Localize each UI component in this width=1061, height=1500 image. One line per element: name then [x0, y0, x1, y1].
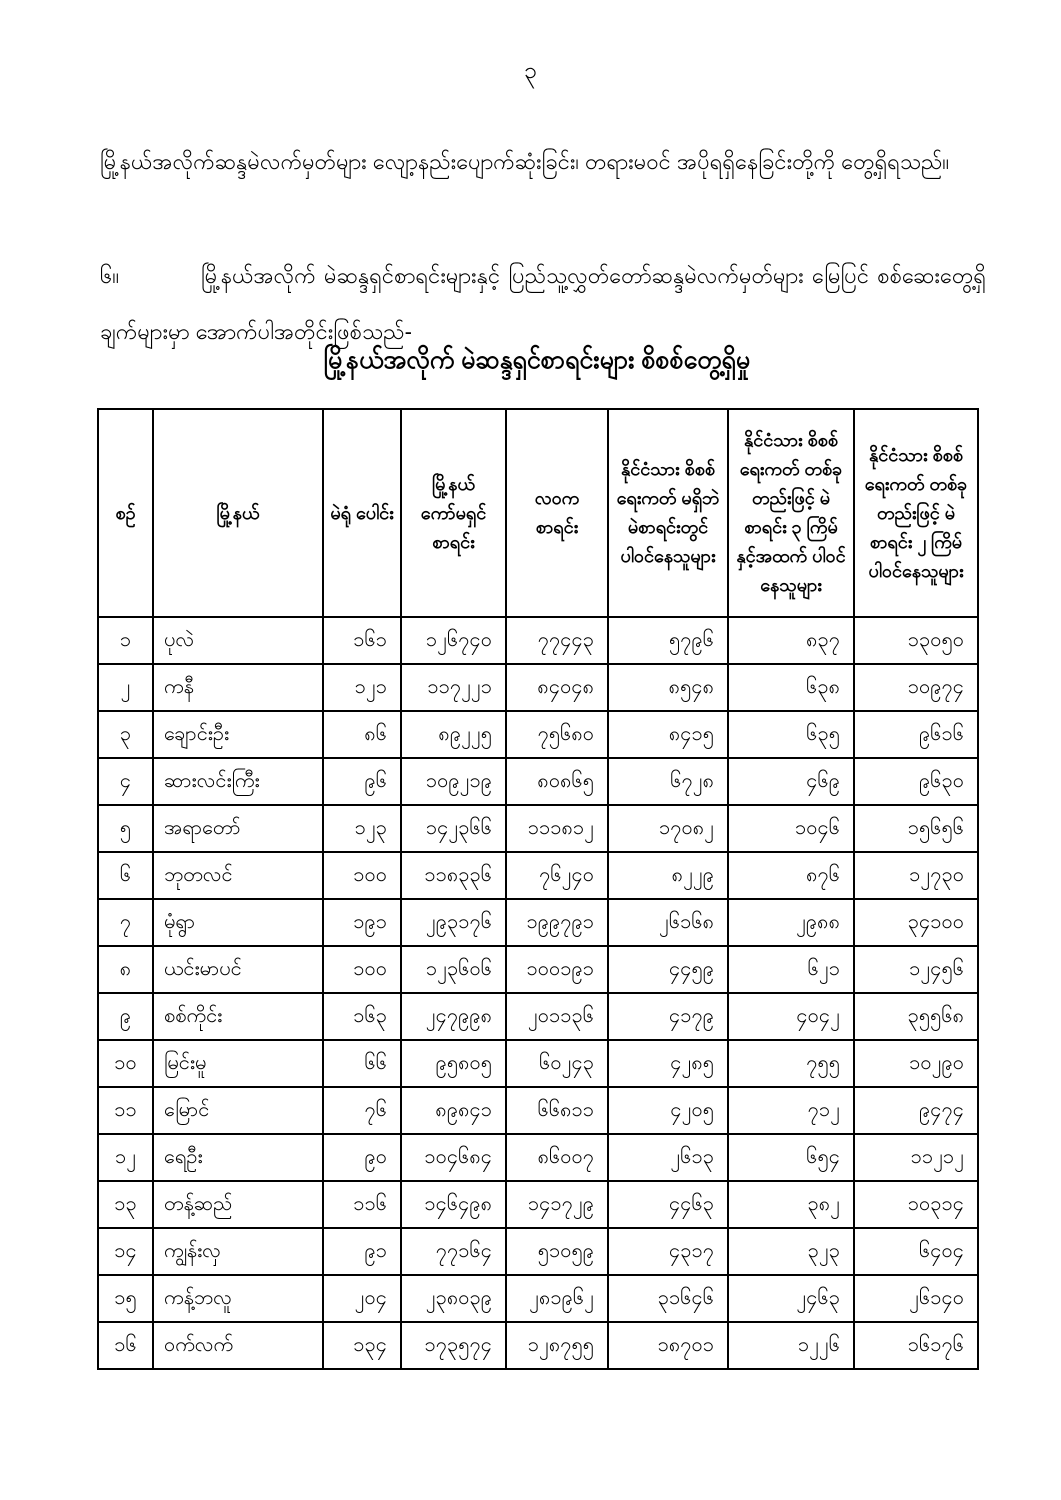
- cell-polling-stations-total: ၁၀၀: [323, 852, 401, 899]
- table-row: [98, 899, 978, 946]
- cell-immigration-list: ၆၆၈၁၁: [506, 1087, 608, 1134]
- cell-same-nrc-2-times: ၁၂၄၅၆: [854, 946, 978, 993]
- cell-same-nrc-2-times: ၃၅၅၆၈: [854, 993, 978, 1040]
- table-row: [98, 1134, 978, 1181]
- cell-serial: ၄: [98, 758, 153, 805]
- cell-township: ဘုတလင်: [153, 852, 323, 899]
- cell-serial: ၁၂: [98, 1134, 153, 1181]
- cell-immigration-list: ၁၀၀၁၉၁: [506, 946, 608, 993]
- cell-immigration-list: ၁၄၁၇၂၉: [506, 1181, 608, 1228]
- cell-same-nrc-3plus-times: ၆၃၅: [728, 711, 854, 758]
- cell-township-commission-list: ၁၁၈၃၃၆: [401, 852, 506, 899]
- cell-township-commission-list: ၁၂၃၆၀၆: [401, 946, 506, 993]
- cell-polling-stations-total: ၂၀၄: [323, 1275, 401, 1322]
- cell-serial: ၂: [98, 664, 153, 711]
- paragraph-findings: မြို့နယ်အလိုက်ဆန္ဒမဲလက်မှတ်များ လျော့နည်းပျောက်ဆုံးခြင်း၊ တရားမဝင် အပိုရရှိနေခြင်းတို့ကို တွေ့ရှိရသည်။: [100, 149, 950, 174]
- cell-immigration-list: ၇၅၆၈၀: [506, 711, 608, 758]
- cell-polling-stations-total: ၇၆: [323, 1087, 401, 1134]
- cell-same-nrc-2-times: ၁၁၂၁၂: [854, 1134, 978, 1181]
- cell-in-list-without-nrc: ၄၄၆၃: [608, 1181, 728, 1228]
- cell-serial: ၁၀: [98, 1040, 153, 1087]
- table-row: [98, 1040, 978, 1087]
- cell-serial: ၁၅: [98, 1275, 153, 1322]
- cell-same-nrc-2-times: ၃၄၁၀၀: [854, 899, 978, 946]
- cell-immigration-list: ၂၀၁၁၃၆: [506, 993, 608, 1040]
- cell-township-commission-list: ၂၃၈၀၃၉: [401, 1275, 506, 1322]
- cell-township: ကနီ: [153, 664, 323, 711]
- cell-same-nrc-3plus-times: ၂၉၈၈: [728, 899, 854, 946]
- table-row: [98, 993, 978, 1040]
- column-header-8: နိုင်ငံသား စိစစ်ရေးကတ် တစ်ခုတည်းဖြင့် မဲစာရင်း ၂ ကြိမ် ပါဝင်နေသူများ: [854, 409, 978, 617]
- cell-township: တန့်ဆည်: [153, 1181, 323, 1228]
- cell-immigration-list: ၈၆၀၀၇: [506, 1134, 608, 1181]
- cell-same-nrc-3plus-times: ၄၀၄၂: [728, 993, 854, 1040]
- cell-same-nrc-2-times: ၁၀၂၉၀: [854, 1040, 978, 1087]
- cell-immigration-list: ၂၈၁၉၆၂: [506, 1275, 608, 1322]
- cell-same-nrc-3plus-times: ၆၅၄: [728, 1134, 854, 1181]
- cell-same-nrc-3plus-times: ၈၃၇: [728, 617, 854, 664]
- table-row: [98, 664, 978, 711]
- cell-in-list-without-nrc: ၂၆၁၆၈: [608, 899, 728, 946]
- cell-township-commission-list: ၂၄၇၉၉၈: [401, 993, 506, 1040]
- cell-township-commission-list: ၁၁၇၂၂၁: [401, 664, 506, 711]
- cell-serial: ၁၁: [98, 1087, 153, 1134]
- table-row: [98, 1275, 978, 1322]
- cell-serial: ၅: [98, 805, 153, 852]
- cell-polling-stations-total: ၁၉၁: [323, 899, 401, 946]
- cell-polling-stations-total: ၁၀၀: [323, 946, 401, 993]
- cell-polling-stations-total: ၁၆၃: [323, 993, 401, 1040]
- cell-township: ရေဦး: [153, 1134, 323, 1181]
- cell-township-commission-list: ၁၄၂၃၆၆: [401, 805, 506, 852]
- voter-list-verification-table: [97, 408, 979, 1370]
- cell-immigration-list: ၇၇၄၄၃: [506, 617, 608, 664]
- cell-serial: ၆: [98, 852, 153, 899]
- cell-same-nrc-2-times: ၉၆၃၀: [854, 758, 978, 805]
- cell-polling-stations-total: ၁၂၁: [323, 664, 401, 711]
- cell-township: ပုလဲ: [153, 617, 323, 664]
- cell-township: ယင်းမာပင်: [153, 946, 323, 993]
- cell-in-list-without-nrc: ၄၄၅၉: [608, 946, 728, 993]
- cell-same-nrc-3plus-times: ၆၂၁: [728, 946, 854, 993]
- cell-in-list-without-nrc: ၈၅၄၈: [608, 664, 728, 711]
- cell-township-commission-list: ၁၂၆၇၄၀: [401, 617, 506, 664]
- cell-same-nrc-3plus-times: ၃၈၂: [728, 1181, 854, 1228]
- paragraph-item-text: မြို့နယ်အလိုက် မဲဆန္ဒရှင်စာရင်းများနှင့် ပြည်သူ့လွှတ်တော်ဆန္ဒမဲလက်မှတ်များ မြေပြင် စစ်ဆေးတွေ့ရှိချက်များမှာ အောက်ပါအတိုင်းဖြစ်သည်-: [100, 263, 986, 344]
- table-row: [98, 617, 978, 664]
- cell-in-list-without-nrc: ၁၇၀၈၂: [608, 805, 728, 852]
- cell-in-list-without-nrc: ၄၁၇၉: [608, 993, 728, 1040]
- cell-township-commission-list: ၁၀၄၆၈၄: [401, 1134, 506, 1181]
- cell-immigration-list: ၁၁၁၈၁၂: [506, 805, 608, 852]
- cell-immigration-list: ၅၁၀၅၉: [506, 1228, 608, 1275]
- cell-township: ဝက်လက်: [153, 1322, 323, 1369]
- cell-township: ကျွန်းလှ: [153, 1228, 323, 1275]
- cell-polling-stations-total: ၁၃၄: [323, 1322, 401, 1369]
- table-row: [98, 711, 978, 758]
- cell-township: အရာတော်: [153, 805, 323, 852]
- cell-same-nrc-2-times: ၁၃၀၅၀: [854, 617, 978, 664]
- cell-township: မြောင်: [153, 1087, 323, 1134]
- column-header-1: စဉ်: [98, 409, 153, 617]
- cell-in-list-without-nrc: ၈၄၁၅: [608, 711, 728, 758]
- cell-township-commission-list: ၈၉၂၂၅: [401, 711, 506, 758]
- cell-serial: ၁: [98, 617, 153, 664]
- page-number: ၃: [524, 57, 537, 83]
- cell-same-nrc-2-times: ၁၀၃၁၄: [854, 1181, 978, 1228]
- cell-in-list-without-nrc: ၈၂၂၉: [608, 852, 728, 899]
- cell-polling-stations-total: ၁၂၃: [323, 805, 401, 852]
- header-row: [98, 409, 978, 617]
- column-header-7: နိုင်ငံသား စိစစ်ရေးကတ် တစ်ခုတည်းဖြင့် မဲစာရင်း ၃ ကြိမ် နှင့်အထက် ပါဝင်နေသူများ: [728, 409, 854, 617]
- cell-same-nrc-3plus-times: ၁၀၄၆: [728, 805, 854, 852]
- cell-same-nrc-2-times: ၁၂၇၃၀: [854, 852, 978, 899]
- cell-in-list-without-nrc: ၅၇၉၆: [608, 617, 728, 664]
- cell-same-nrc-2-times: ၂၆၁၄၀: [854, 1275, 978, 1322]
- cell-same-nrc-3plus-times: ၄၆၉: [728, 758, 854, 805]
- cell-township-commission-list: ၉၅၈၀၅: [401, 1040, 506, 1087]
- cell-serial: ၉: [98, 993, 153, 1040]
- table-row: [98, 1087, 978, 1134]
- cell-polling-stations-total: ၆၆: [323, 1040, 401, 1087]
- cell-polling-stations-total: ၉၀: [323, 1134, 401, 1181]
- cell-township-commission-list: ၁၇၃၅၇၄: [401, 1322, 506, 1369]
- column-header-5: လဝက စာရင်း: [506, 409, 608, 617]
- table-row: [98, 805, 978, 852]
- column-header-4: မြို့နယ် ကော်မရှင် စာရင်း: [401, 409, 506, 617]
- cell-township-commission-list: ၂၉၃၁၇၆: [401, 899, 506, 946]
- cell-polling-stations-total: ၁၁၆: [323, 1181, 401, 1228]
- cell-serial: ၁၃: [98, 1181, 153, 1228]
- cell-same-nrc-2-times: ၁၅၆၅၆: [854, 805, 978, 852]
- cell-in-list-without-nrc: ၄၃၁၇: [608, 1228, 728, 1275]
- column-header-3: မဲရုံ ပေါင်း: [323, 409, 401, 617]
- cell-immigration-list: ၁၂၈၇၅၅: [506, 1322, 608, 1369]
- cell-same-nrc-3plus-times: ၈၇၆: [728, 852, 854, 899]
- cell-immigration-list: ၈၀၈၆၅: [506, 758, 608, 805]
- cell-same-nrc-2-times: ၉၄၇၄: [854, 1087, 978, 1134]
- cell-same-nrc-3plus-times: ၂၄၆၃: [728, 1275, 854, 1322]
- cell-polling-stations-total: ၉၆: [323, 758, 401, 805]
- cell-immigration-list: ၇၆၂၄၀: [506, 852, 608, 899]
- cell-immigration-list: ၈၄၀၄၈: [506, 664, 608, 711]
- cell-in-list-without-nrc: ၆၇၂၈: [608, 758, 728, 805]
- table-title: မြို့နယ်အလိုက် မဲဆန္ဒရှင်စာရင်းများ စိစစ်တွေ့ရှိမှု: [323, 346, 751, 374]
- column-header-6: နိုင်ငံသား စိစစ်ရေးကတ် မရှိဘဲ မဲစာရင်းတွင် ပါဝင်နေသူများ: [608, 409, 728, 617]
- table-body: [98, 617, 978, 1369]
- cell-serial: ၃: [98, 711, 153, 758]
- table-row: [98, 852, 978, 899]
- cell-township-commission-list: ၁၄၆၄၉၈: [401, 1181, 506, 1228]
- table-row: [98, 758, 978, 805]
- cell-same-nrc-2-times: ၉၆၁၆: [854, 711, 978, 758]
- cell-in-list-without-nrc: ၃၁၆၄၆: [608, 1275, 728, 1322]
- cell-in-list-without-nrc: ၄၂၀၅: [608, 1087, 728, 1134]
- cell-polling-stations-total: ၉၁: [323, 1228, 401, 1275]
- column-header-2: မြို့နယ်: [153, 409, 323, 617]
- cell-polling-stations-total: ၁၆၁: [323, 617, 401, 664]
- table-row: [98, 1322, 978, 1369]
- cell-in-list-without-nrc: ၁၈၇၀၁: [608, 1322, 728, 1369]
- cell-same-nrc-2-times: ၆၄၀၄: [854, 1228, 978, 1275]
- cell-immigration-list: ၁၉၉၇၉၁: [506, 899, 608, 946]
- cell-serial: ၁၄: [98, 1228, 153, 1275]
- table-row: [98, 1181, 978, 1228]
- cell-in-list-without-nrc: ၂၆၁၃: [608, 1134, 728, 1181]
- cell-same-nrc-3plus-times: ၆၃၈: [728, 664, 854, 711]
- table-row: [98, 1228, 978, 1275]
- cell-same-nrc-3plus-times: ၇၁၂: [728, 1087, 854, 1134]
- cell-same-nrc-3plus-times: ၃၂၃: [728, 1228, 854, 1275]
- cell-township: စစ်ကိုင်း: [153, 993, 323, 1040]
- table-header-row: [98, 409, 978, 617]
- cell-polling-stations-total: ၈၆: [323, 711, 401, 758]
- cell-township-commission-list: ၁၀၉၂၁၉: [401, 758, 506, 805]
- paragraph-item-number: ၆။: [100, 263, 120, 288]
- cell-same-nrc-3plus-times: ၇၅၅: [728, 1040, 854, 1087]
- cell-township: ချောင်းဦး: [153, 711, 323, 758]
- cell-township: မြင်းမူ: [153, 1040, 323, 1087]
- cell-same-nrc-2-times: ၁၆၁၇၆: [854, 1322, 978, 1369]
- cell-same-nrc-2-times: ၁၀၉၇၄: [854, 664, 978, 711]
- cell-township-commission-list: ၈၉၈၄၁: [401, 1087, 506, 1134]
- cell-township: မုံရွာ: [153, 899, 323, 946]
- cell-immigration-list: ၆၀၂၄၃: [506, 1040, 608, 1087]
- cell-serial: ၈: [98, 946, 153, 993]
- table-row: [98, 946, 978, 993]
- cell-township: ကန့်ဘလူ: [153, 1275, 323, 1322]
- cell-serial: ၇: [98, 899, 153, 946]
- cell-township-commission-list: ၇၇၁၆၄: [401, 1228, 506, 1275]
- cell-township: ဆားလင်းကြီး: [153, 758, 323, 805]
- cell-serial: ၁၆: [98, 1322, 153, 1369]
- cell-in-list-without-nrc: ၄၂၈၅: [608, 1040, 728, 1087]
- cell-same-nrc-3plus-times: ၁၂၂၆: [728, 1322, 854, 1369]
